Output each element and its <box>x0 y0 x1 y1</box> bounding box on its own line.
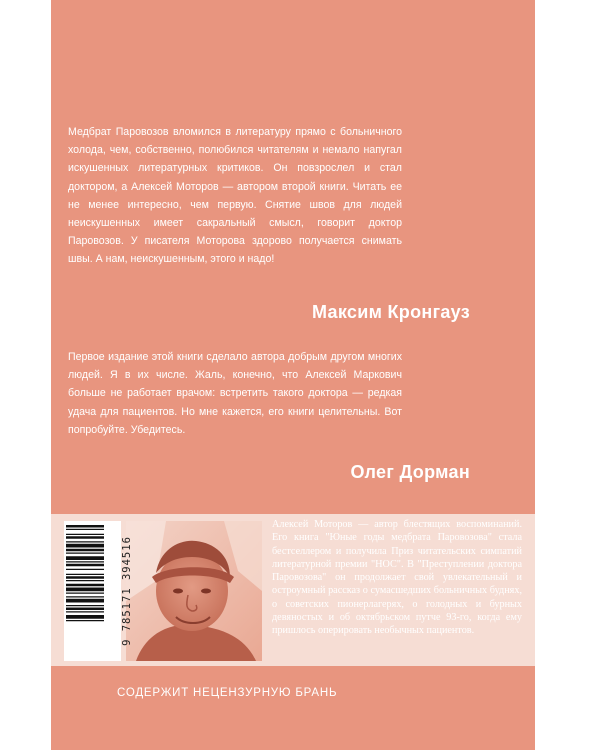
isbn-barcode <box>64 521 133 661</box>
barcode-bar <box>66 584 104 587</box>
barcode-bar <box>66 611 104 612</box>
barcode-bar <box>66 564 104 567</box>
barcode-bar <box>66 561 104 562</box>
content-warning: СОДЕРЖИТ НЕЦЕНЗУРНУЮ БРАНЬ <box>117 687 338 699</box>
barcode-bar <box>66 529 104 530</box>
barcode-bar <box>66 536 104 539</box>
barcode-bar <box>66 620 104 621</box>
barcode-bar <box>66 556 104 560</box>
isbn-barcode-number: 9 785171 394516 <box>121 536 133 646</box>
review-quote-1: Медбрат Паровозов вломился в литературу прямо с больничного холода, чем, собственно, полюбился читателям и немало напугал искушенных литературных критиков. Он повзрослел и стал доктором, а Алексей Моторов — автором второй книги. Читать ее не менее интересно, чем первую. Снятие швов для людей неискушенных имеет сакральный смысл, говорит доктор Паровозов. У писателя Моторова здорово получается снимать швы. А нам, неискушенным, этого и надо! <box>68 126 402 266</box>
barcode-bar <box>66 593 104 594</box>
barcode-bar <box>66 615 104 619</box>
author-photo <box>126 521 262 661</box>
barcode-bar <box>66 549 104 552</box>
barcode-bar <box>66 569 104 570</box>
review-quote-2: Первое издание этой книги сделало автора добрым другом многих людей. Я в их числе. Жаль, конечно, что Алексей Маркович больше не работает врачом: встретить такого доктора — редкая удача для пациентов. Но мне кажется, его книги целительны. Вот попробуйте. Убедитесь. <box>68 351 402 436</box>
barcode-bar <box>66 599 104 603</box>
barcode-bar <box>66 534 104 535</box>
barcode-bar <box>66 580 104 581</box>
barcode-bar <box>66 576 104 579</box>
barcode-bar <box>66 596 104 597</box>
barcode-bar <box>66 553 104 554</box>
review-author-1: Максим Кронгауз <box>312 302 470 322</box>
barcode-bar <box>66 544 104 548</box>
barcode-bar <box>66 605 104 606</box>
barcode-bar <box>66 525 104 528</box>
barcode-bar <box>66 588 104 592</box>
author-bio: Алексей Моторов — автор блестящих воспоминаний. Его книга "Юные годы медбрата Паровозова" стала бестселлером и получила Приз читательских симпатий литературной премии "НОС". В "Преступлении доктора Паровозова" он продолжает свой увлекательный и остроумный рассказ о сумасшедших больничных буднях, о советских пионерлагерях, о голодных и бурных девяностых и об октябрьском путче 93-го, когда ему пришлось оперировать необычных пациентов. <box>272 519 522 637</box>
barcode-bar <box>66 574 104 575</box>
barcode-bar <box>66 608 104 611</box>
review-author-2: Олег Дорман <box>350 462 470 482</box>
barcode-bar <box>66 541 104 542</box>
